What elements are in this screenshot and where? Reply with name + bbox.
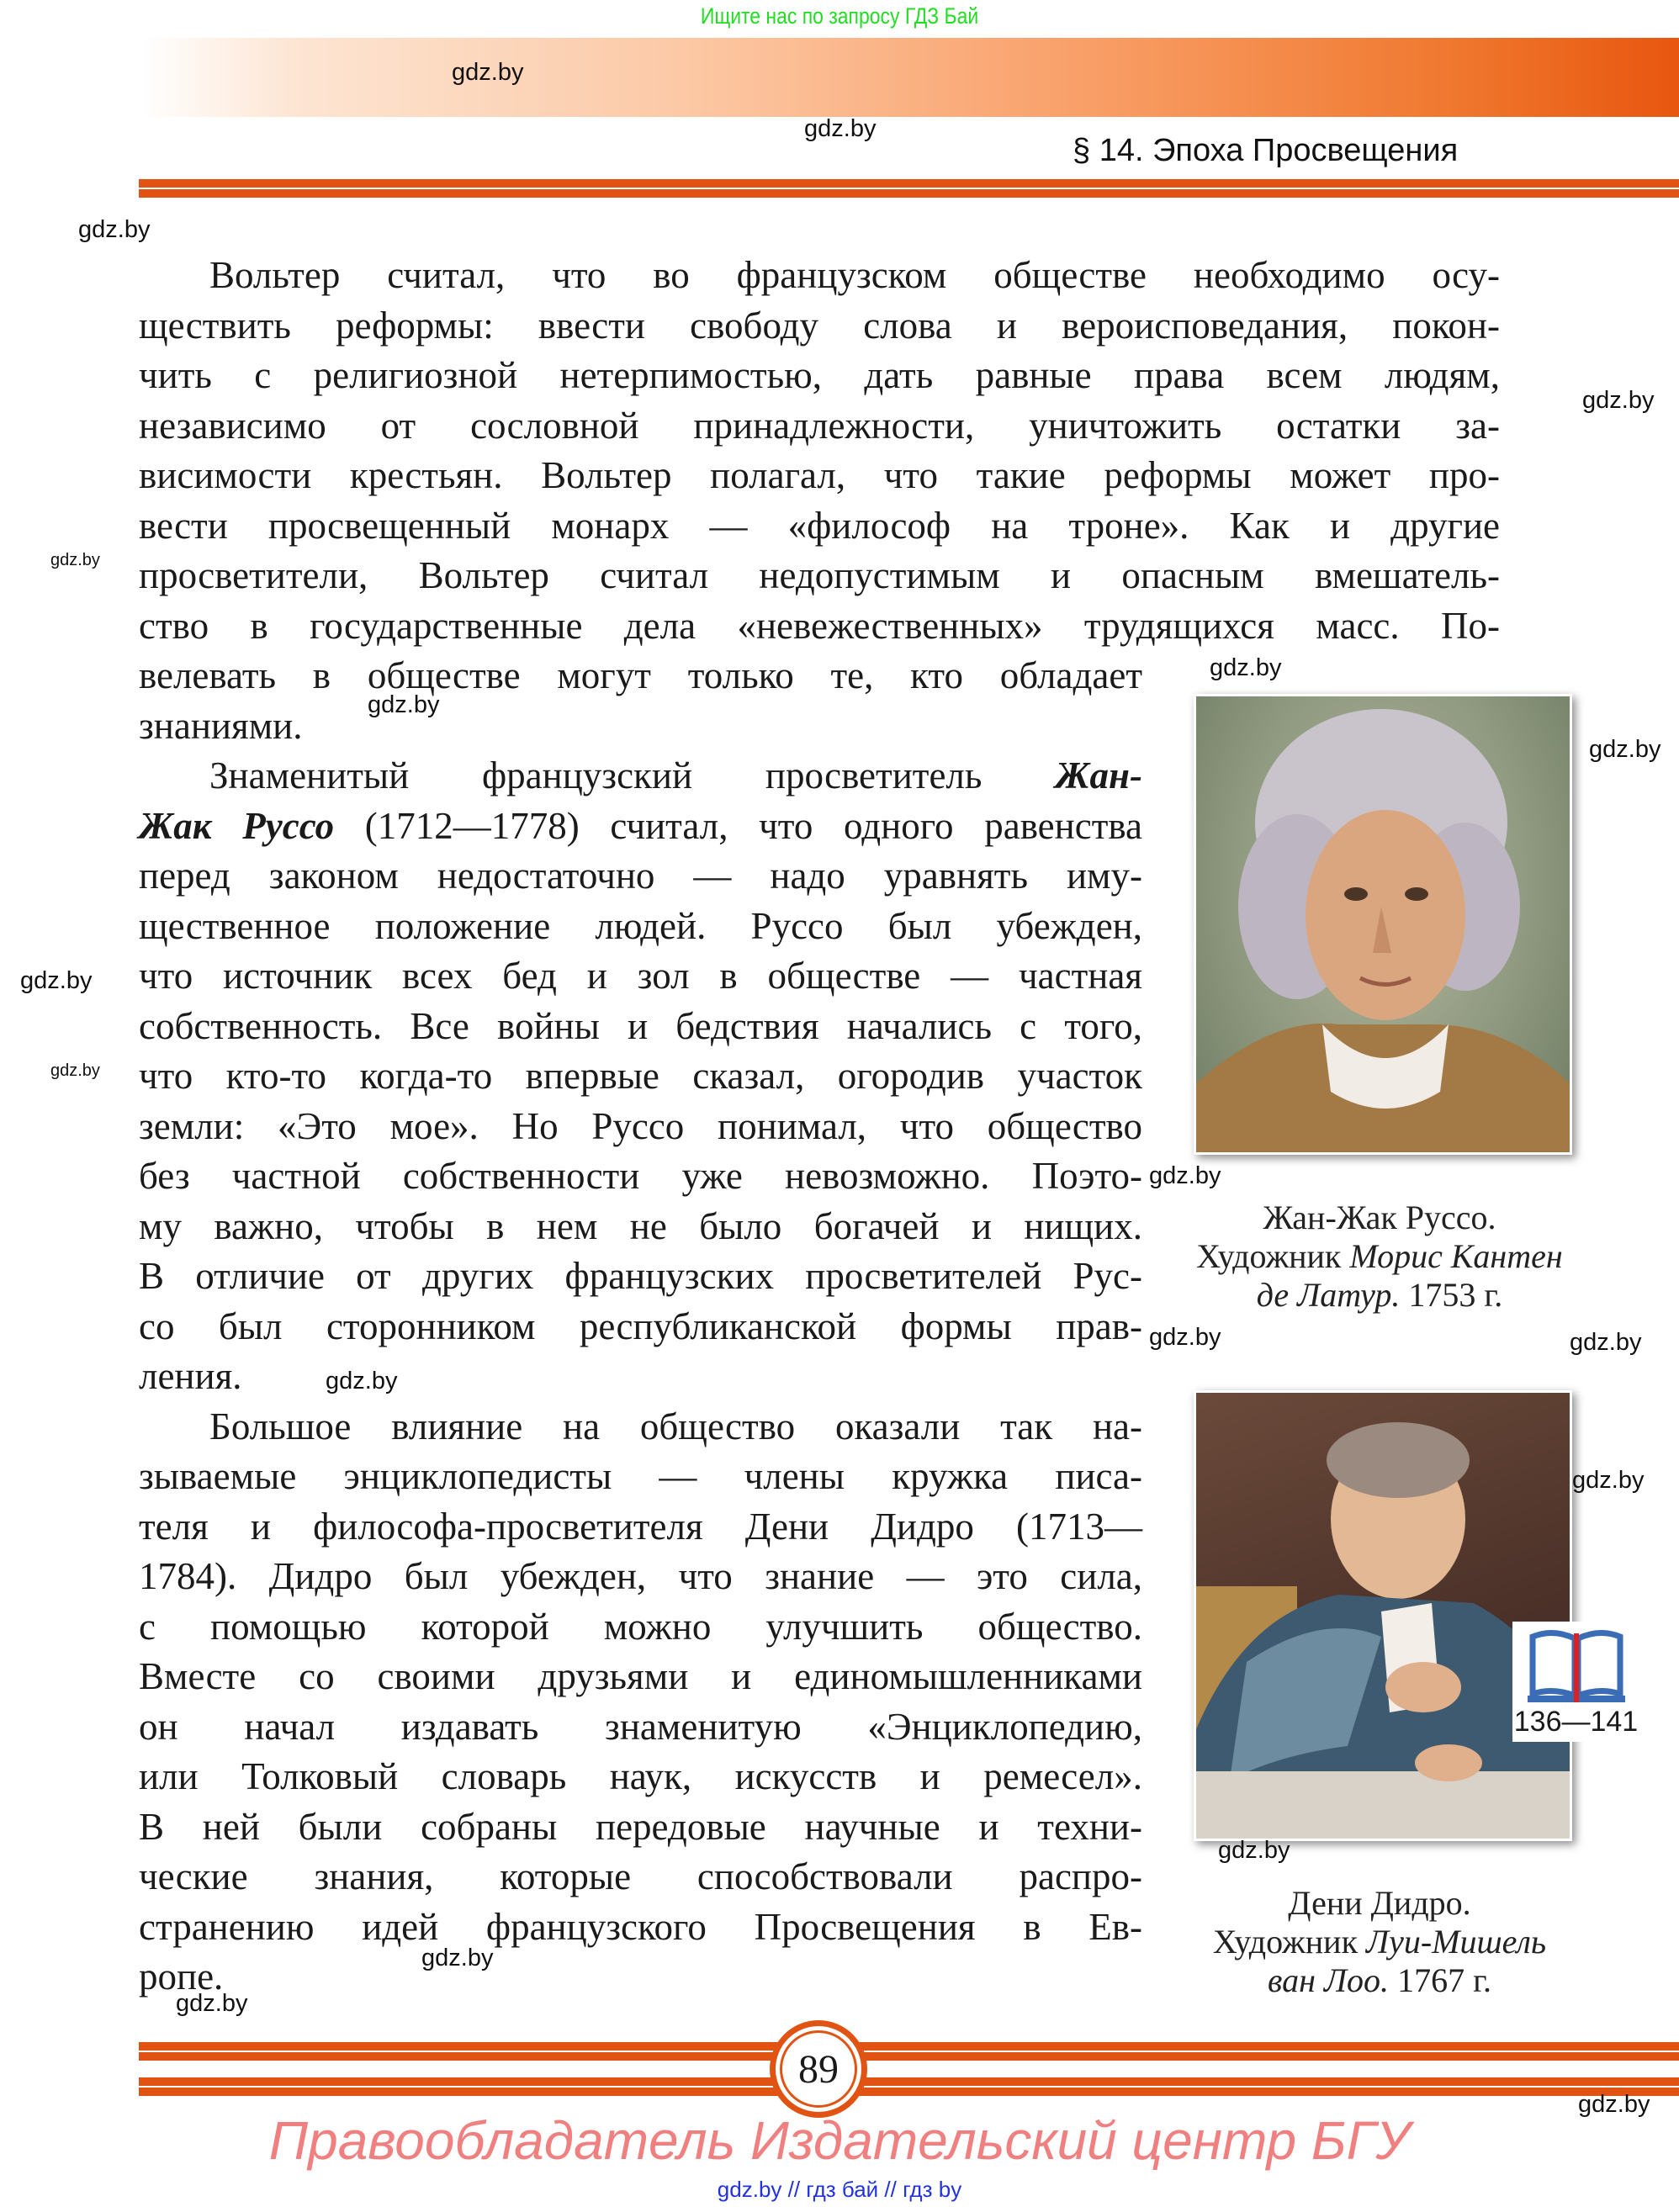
text-segment: независимо от сословной принадлежности, уничтожить остатки за- <box>139 404 1500 447</box>
text-segment: он начал издавать знаменитую «Энциклопедию, <box>139 1705 1142 1748</box>
text-segment: теля и философа-просветителя Дени Дидро (1713— <box>139 1505 1142 1548</box>
text-line <box>139 601 1500 651</box>
watermark: gdz.by <box>1582 387 1655 414</box>
text-line <box>139 1352 242 1401</box>
watermark: gdz.by <box>1210 654 1282 681</box>
search-hint: Ищите нас по запросу ГДЗ Бай <box>700 3 979 29</box>
watermark: gdz.by <box>20 967 93 994</box>
watermark: gdz.by <box>804 115 877 142</box>
text-segment: Большое влияние на общество оказали так на- <box>209 1405 1142 1447</box>
text-line <box>139 1252 1142 1301</box>
watermark: gdz.by <box>368 691 440 718</box>
diderot-caption <box>1194 1884 1565 2000</box>
caption-year: 1767 г. <box>1389 1961 1491 1999</box>
text-line <box>139 651 1142 701</box>
text-segment: перед законом недостаточно — надо уравнять иму- <box>139 855 1142 897</box>
text-segment: чить с религиозной нетерпимостью, дать равные права всем людям, <box>139 354 1500 396</box>
text-segment: что кто-то когда-то впервые сказал, огородив участок <box>139 1055 1142 1097</box>
text-segment: собственность. Все войны и бедствия начались с того, <box>139 1004 1142 1047</box>
text-segment: вести просвещенный монарх — «философ на троне». Как и другие <box>139 504 1500 547</box>
text-segment: му важно, чтобы в нем не было богачей и нищих. <box>139 1204 1142 1247</box>
text-segment: знаниями. <box>139 704 303 747</box>
text-segment: Знаменитый французский просветитель <box>209 754 1056 796</box>
text-line <box>139 301 1500 351</box>
text-segment: странению идей французского Просвещения в Ев- <box>139 1905 1142 1948</box>
text-line <box>139 1652 1142 1701</box>
text-line <box>139 1151 1142 1201</box>
page-title: § 14. Эпоха Просвещения <box>1073 133 1459 168</box>
text-segment: с помощью которой можно улучшить общество. <box>139 1605 1142 1648</box>
watermark: gdz.by <box>1149 1162 1221 1189</box>
text-segment: ществить реформы: ввести свободу слова и вероисповедания, покон- <box>139 304 1500 347</box>
header-band <box>141 38 1679 117</box>
text-line <box>139 851 1142 901</box>
text-segment: ческие знания, которые способствовали распро- <box>139 1855 1142 1897</box>
text-line <box>139 1552 1142 1601</box>
text-segment: просветители, Вольтер считал недопустимым и опасным вмешатель- <box>139 554 1500 596</box>
watermark: gdz.by <box>1149 1324 1221 1351</box>
reference-pages: 136—141 <box>1513 1706 1639 1738</box>
text-segment: щественное положение людей. Руссо был убежден, <box>139 904 1142 947</box>
text-line <box>139 1852 1142 1902</box>
text-line <box>209 251 1500 300</box>
rousseau-caption <box>1194 1199 1565 1315</box>
open-book-icon <box>1528 1628 1625 1704</box>
watermark: gdz.by <box>50 551 100 569</box>
text-segment: висимости крестьян. Вольтер полагал, что такие реформы может про- <box>139 454 1500 496</box>
copyright-notice: Правообладатель Издательский центр БГУ <box>268 2110 1411 2171</box>
caption-year: 1753 г. <box>1400 1276 1503 1314</box>
text-line <box>139 1752 1142 1802</box>
text-segment: ления. <box>139 1355 242 1397</box>
text-segment: зываемые энциклопедисты — члены кружка писа- <box>139 1455 1142 1497</box>
text-segment: что источник всех бед и зол в обществе — частная <box>139 955 1142 997</box>
text-segment: без частной собственности уже невозможно. Поэто- <box>139 1155 1142 1197</box>
text-segment: В ней были собраны передовые научные и техни- <box>139 1805 1142 1848</box>
text-line <box>139 1702 1142 1752</box>
reference-box <box>1512 1622 1639 1742</box>
watermark: gdz.by <box>176 1990 248 2017</box>
caption-artist: де Латур. <box>1256 1276 1401 1314</box>
footer-rule <box>139 2042 1679 2051</box>
footer-rule <box>139 2088 1679 2096</box>
caption-artist-label: Художник <box>1212 1923 1366 1961</box>
footer-links[interactable]: gdz.by // гдз бай // гдз by <box>717 2177 962 2202</box>
watermark: gdz.by <box>1589 736 1661 763</box>
header-rule <box>139 189 1679 198</box>
watermark: gdz.by <box>1218 1837 1290 1864</box>
text-line <box>139 1002 1142 1051</box>
text-segment: ство в государственные дела «невежественных» трудящихся масс. По- <box>139 604 1500 647</box>
footer-rule <box>139 2052 1679 2061</box>
text-segment: (1712—1778) считал, что одного равенства <box>334 804 1142 847</box>
text-line <box>139 1502 1142 1552</box>
text-line <box>139 951 1142 1001</box>
footer-rule <box>139 2077 1679 2086</box>
watermark: gdz.by <box>78 216 151 243</box>
text-line <box>139 802 1142 851</box>
text-line <box>139 351 1500 400</box>
text-segment: ропе. <box>139 1955 224 1998</box>
text-line <box>139 551 1500 601</box>
text-line <box>139 1302 1142 1352</box>
text-line <box>139 501 1500 551</box>
highlighted-name: Жак Руссо <box>139 804 335 847</box>
rousseau-portrait <box>1194 694 1572 1155</box>
text-segment: или Толковый словарь наук, искусств и ремесел». <box>139 1755 1142 1797</box>
text-line <box>139 1102 1142 1151</box>
text-line <box>139 451 1500 500</box>
text-segment: В отличие от других французских просветителей Рус- <box>139 1255 1142 1297</box>
watermark: gdz.by <box>452 59 524 86</box>
caption-artist-label: Художник <box>1196 1237 1350 1275</box>
caption-artist: Морис Кантен <box>1349 1237 1563 1275</box>
text-line <box>139 401 1500 451</box>
text-segment: со был сторонником республиканской формы прав- <box>139 1304 1142 1347</box>
caption-name: Дени Дидро. <box>1288 1884 1471 1922</box>
text-segment: 1784). Дидро был убежден, что знание — это сила, <box>139 1555 1142 1597</box>
page-number: 89 <box>798 2046 839 2092</box>
watermark: gdz.by <box>1572 1467 1645 1494</box>
text-line <box>139 902 1142 951</box>
watermark: gdz.by <box>1570 1329 1642 1356</box>
watermark: gdz.by <box>326 1368 398 1394</box>
text-line <box>139 1602 1142 1652</box>
text-line <box>139 1452 1142 1501</box>
text-line <box>139 1902 1142 1952</box>
text-line <box>139 1802 1142 1852</box>
page-number-badge <box>770 2020 867 2118</box>
watermark: gdz.by <box>421 1945 494 1971</box>
caption-artist: Луи-Мишель <box>1366 1923 1547 1961</box>
diderot-portrait <box>1194 1390 1572 1841</box>
watermark: gdz.by <box>1578 2091 1650 2118</box>
caption-artist: ван Лоо. <box>1268 1961 1390 1999</box>
caption-name: Жан-Жак Руссо. <box>1263 1199 1496 1236</box>
text-line <box>209 751 1142 801</box>
text-segment: Вольтер считал, что во французском обществе необходимо осу- <box>209 254 1500 296</box>
header-rule <box>139 179 1679 188</box>
text-line <box>139 1051 1142 1101</box>
text-segment: земли: «Это мое». Но Руссо понимал, что общество <box>139 1104 1142 1147</box>
highlighted-name: Жан- <box>1055 754 1142 796</box>
text-line <box>139 701 303 751</box>
text-segment: велевать в обществе могут только те, кто обладает <box>139 654 1142 696</box>
text-segment: Вместе со своими друзьями и единомышленниками <box>139 1655 1142 1697</box>
text-line <box>209 1402 1142 1452</box>
watermark: gdz.by <box>50 1061 100 1080</box>
text-line <box>139 1202 1142 1252</box>
